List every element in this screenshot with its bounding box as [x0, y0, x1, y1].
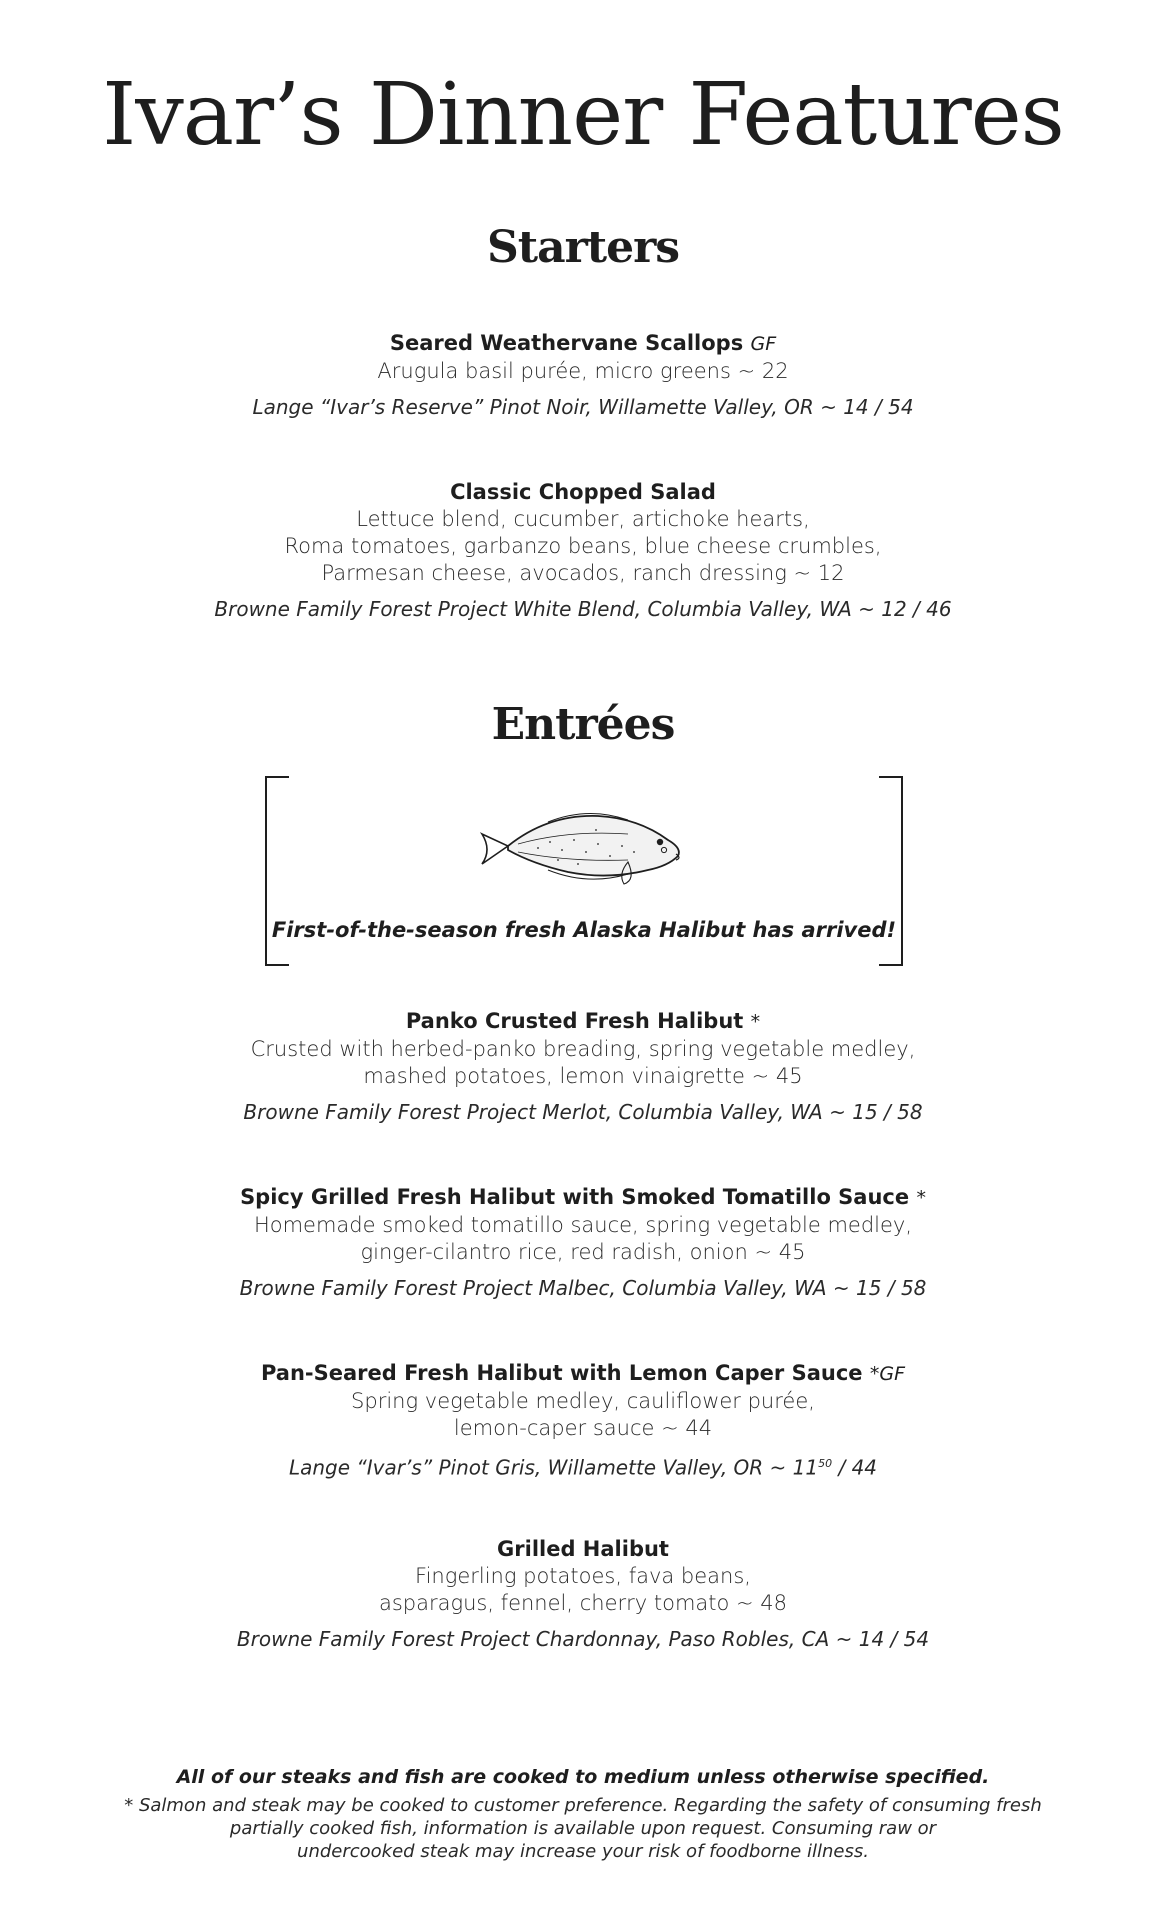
- page-title: Ivar’s Dinner Features: [102, 65, 1064, 165]
- item-description: lemon-caper sauce ~ 44: [453, 1416, 713, 1440]
- item-description: Parmesan cheese, avocados, ranch dressing ~ 12: [321, 561, 845, 585]
- halibut-icon: [478, 804, 690, 892]
- item-name: Panko Crusted Fresh Halibut *: [405, 1009, 761, 1033]
- halibut-announcement: First-of-the-season fresh Alaska Halibut has arrived!: [271, 918, 897, 942]
- item-name: Pan-Seared Fresh Halibut with Lemon Caper Sauce *GF: [260, 1361, 905, 1385]
- item-name: Spicy Grilled Fresh Halibut with Smoked Tomatillo Sauce *: [240, 1185, 926, 1209]
- item-tag: GF: [750, 333, 777, 355]
- item-description: Spring vegetable medley, cauliflower purée,: [351, 1389, 815, 1413]
- item-description: mashed potatoes, lemon vinaigrette ~ 45: [363, 1064, 803, 1088]
- wine-pairing: Browne Family Forest Project White Blend, Columbia Valley, WA ~ 12 / 46: [214, 597, 952, 621]
- menu-item: [0, 479, 1166, 622]
- item-name: Seared Weathervane Scallops GF: [389, 331, 777, 355]
- halibut-feature-box: [265, 776, 903, 964]
- wine-pairing: Lange “Ivar’s Reserve” Pinot Noir, Willamette Valley, OR ~ 14 / 54: [252, 395, 914, 419]
- item-tag: *: [750, 1011, 761, 1033]
- wine-pairing: Browne Family Forest Project Chardonnay, Paso Robles, CA ~ 14 / 54: [236, 1627, 930, 1651]
- menu-item: [0, 1536, 1166, 1652]
- wine-pairing: Lange “Ivar’s” Pinot Gris, Willamette Valley, OR ~ $11^{50} / 44$: [288, 1455, 878, 1480]
- item-description: Crusted with herbed-panko breading, spring vegetable medley,: [250, 1037, 916, 1061]
- menu-item: [0, 1360, 1166, 1481]
- cooking-note: All of our steaks and fish are cooked to medium unless otherwise specified.: [176, 1766, 990, 1788]
- wine-pairing: Browne Family Forest Project Malbec, Columbia Valley, WA ~ 15 / 58: [239, 1276, 927, 1300]
- menu-item: [0, 1184, 1166, 1301]
- menu-item: [0, 1008, 1166, 1125]
- item-description: Lettuce blend, cucumber, artichoke hearts,: [356, 507, 810, 531]
- menu-item: [0, 330, 1166, 420]
- item-description: Arugula basil purée, micro greens ~ 22: [377, 359, 789, 383]
- item-tag: *GF: [869, 1363, 905, 1385]
- item-name: Grilled Halibut: [497, 1537, 669, 1561]
- item-tag: *: [916, 1187, 926, 1209]
- starters-heading: Starters: [486, 222, 680, 273]
- wine-pairing: Browne Family Forest Project Merlot, Columbia Valley, WA ~ 15 / 58: [243, 1100, 923, 1124]
- item-description: Roma tomatoes, garbanzo beans, blue cheese crumbles,: [284, 534, 882, 558]
- item-description: ginger-cilantro rice, red radish, onion ~ 45: [360, 1240, 806, 1264]
- footer: [0, 1764, 1166, 1863]
- item-name: Classic Chopped Salad: [450, 480, 716, 504]
- health-advisory: * Salmon and steak may be cooked to customer preference. Regarding the safety of consuming fresh partially cooked fish, information is available upon request. Consuming raw or undercooked steak may increase your risk of foodborne illness.: [124, 1795, 1042, 1862]
- item-description: asparagus, fennel, cherry tomato ~ 48: [378, 1591, 788, 1615]
- item-description: Homemade smoked tomatillo sauce, spring vegetable medley,: [253, 1213, 913, 1237]
- entrees-heading: Entrées: [491, 699, 675, 750]
- item-description: Fingerling potatoes, fava beans,: [415, 1564, 751, 1588]
